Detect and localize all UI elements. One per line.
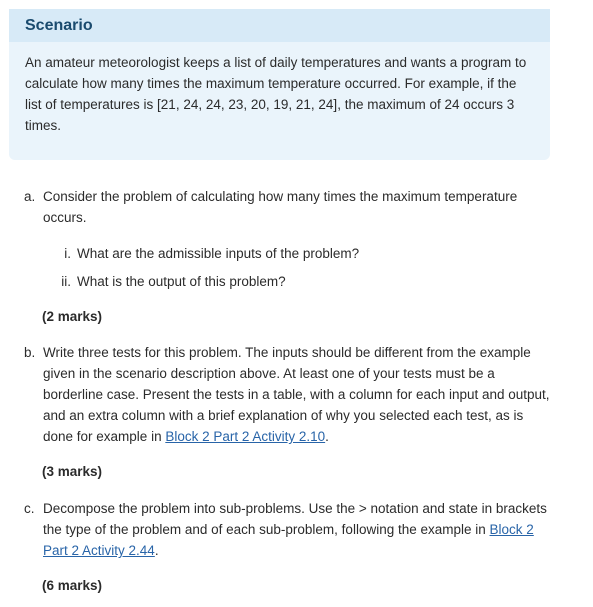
scenario-box [9, 9, 550, 160]
scenario-text: An amateur meteorologist keeps a list of daily temperatures and wants a program to calculate how many times the maximum temperature occurred. For example, if the list of temperatures is [21, 24, 24, 23, 20, 19, 21, 24], the maximum of 24 occurs 3 times. [25, 55, 527, 133]
question-body: Decompose the problem into sub-problems. Use the > notation and state in brackets the type of the problem and of each sub-problem, following the example in [43, 501, 547, 537]
question-text [43, 342, 554, 447]
subquestion-marker: ii. [61, 274, 71, 289]
question-end: . [154, 543, 159, 558]
activity-link[interactable]: Block 2 Part 2 Activity 2.10 [165, 429, 326, 444]
subquestion-marker: i. [64, 246, 71, 261]
question-body: Write three tests for this problem. The inputs should be different from the example given in the scenario description above. At least one of your tests must be a borderline case. Present the tests in a table, with a column for each input and output, and an extra column with a brief explanation of why you selected each test, as is done for example in [43, 345, 550, 444]
subquestion-text: What is the output of this problem? [77, 274, 286, 289]
question-b [24, 342, 554, 447]
subquestion-a-i [55, 243, 359, 264]
question-marker: c. [24, 501, 35, 516]
question-text: Consider the problem of calculating how many times the maximum temperature occurs. [43, 189, 518, 225]
activity-link[interactable]: Block 2 Part 2 Activity 2.44 [43, 522, 534, 558]
marks-a: (2 marks) [42, 309, 103, 324]
marks-c: (6 marks) [42, 578, 103, 593]
question-text [43, 498, 554, 561]
question-end: . [325, 429, 329, 444]
question-a [24, 186, 554, 228]
subquestion-a-ii [55, 271, 286, 292]
question-marker: b. [24, 345, 36, 360]
question-c [24, 498, 554, 561]
subquestion-text: What are the admissible inputs of the problem? [77, 246, 360, 261]
marks-b: (3 marks) [42, 464, 103, 479]
question-marker: a. [24, 189, 36, 204]
scenario-title: Scenario [9, 9, 550, 42]
